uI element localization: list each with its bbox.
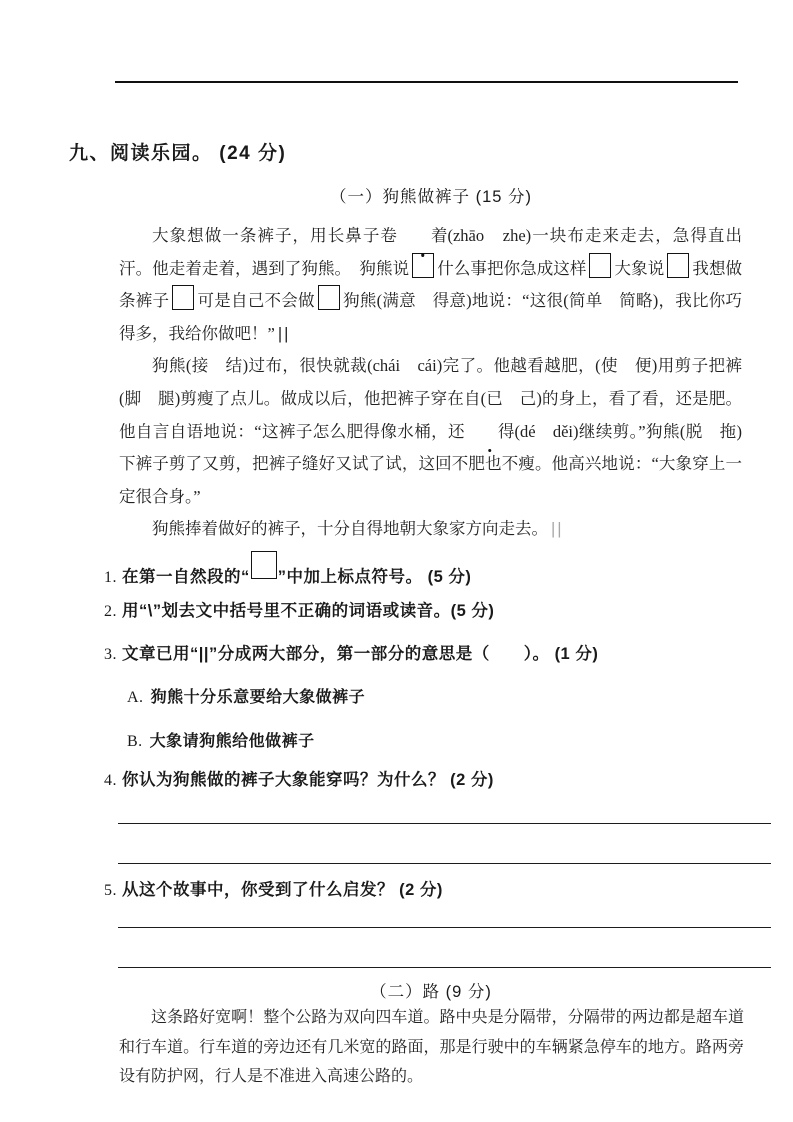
- question-3-text: [122, 645, 598, 663]
- question-4: [104, 766, 772, 790]
- text-run: 从这个故事中，你受到了什么启发？ (2 分): [122, 881, 443, 899]
- text-run: 什么事把你急成这样: [437, 258, 587, 278]
- text-run: 你认为狗熊做的裤子大象能穿吗？为什么？ (2 分): [122, 771, 494, 789]
- question-5-number: 5.: [104, 882, 117, 899]
- passage-2-paragraph-1: [119, 1003, 744, 1092]
- part2-title: （二）路 (9 分): [370, 983, 492, 1001]
- question-3-option-b: [127, 728, 315, 751]
- passage-1-paragraph-1: [119, 220, 742, 350]
- question-2-text: [122, 602, 494, 620]
- text-run: 狗熊捧着做好的裤子，十分自得地朝大象家方向走去。: [152, 519, 548, 539]
- option-a-text: 狗熊十分乐意要给大象做裤子: [150, 689, 366, 706]
- question-1: [104, 551, 772, 587]
- question-1-text: [122, 568, 471, 586]
- passage-2: [119, 1003, 744, 1092]
- option-b-text: 大象请狗熊给他做裤子: [149, 733, 315, 750]
- text-run: 狗熊(满意 得意)地说：“这很(简单 简略)，我比你巧得多，我给你做吧！”: [119, 291, 742, 343]
- emphasized-char: 得: [465, 416, 515, 449]
- question-3: [104, 640, 772, 664]
- answer-line[interactable]: [118, 967, 771, 968]
- text-run: 大象想做一条裤子，用长鼻子卷: [152, 226, 398, 245]
- answer-line[interactable]: [118, 863, 771, 864]
- text-run: ”中加上标点符号。 (5 分): [277, 568, 472, 586]
- question-2-number: 2.: [104, 603, 117, 620]
- section-heading: 九、阅读乐园。 (24 分): [69, 143, 287, 164]
- question-2: [104, 597, 772, 621]
- passage-1-paragraph-3: [119, 513, 742, 546]
- text-run: 可是自己不会做: [197, 291, 315, 311]
- text-run: (zhāo zhe)一块布走来走去，急得直出汗。他走着走着，遇到了狗熊。 狗熊说: [119, 226, 742, 278]
- answer-line[interactable]: [118, 823, 771, 824]
- top-divider-rule: [115, 81, 738, 83]
- text-run: 我想做条裤子: [119, 258, 743, 311]
- text-run: 文章已用“||”分成两大部分，第一部分的意思是（ ）。 (1 分): [122, 645, 599, 663]
- text-run: (dé děi)继续剪。”狗熊(脱 拖)下裤子剪了又剪，把裤子缝好又试了试，这回不肥也不瘦。他高兴地说：“大象穿上一定很合身。”: [119, 421, 742, 506]
- question-1-number: 1.: [104, 569, 117, 586]
- question-3-number: 3.: [104, 646, 117, 663]
- text-run: 用“\”划去文中括号里不正确的词语或读音。(5 分): [122, 602, 495, 620]
- question-4-text: [122, 771, 494, 789]
- option-b-label: B.: [127, 733, 143, 750]
- question-5-text: [122, 881, 443, 899]
- emphasized-char: 着: [398, 220, 448, 253]
- passage-1: [119, 220, 742, 546]
- punctuation-box[interactable]: [589, 253, 611, 278]
- punctuation-box[interactable]: [172, 285, 194, 310]
- text-run: 在第一自然段的“: [122, 568, 250, 586]
- answer-line[interactable]: [118, 927, 771, 928]
- punctuation-box[interactable]: [318, 285, 340, 310]
- passage-1-paragraph-2: [119, 350, 742, 513]
- text-run: 这条路好宽啊！整个公路为双向四车道。路中央是分隔带，分隔带的两边都是超车道和行车道。行车道的旁边还有几米宽的路面，那是行驶中的车辆紧急停车的地方。路两旁设有防护网，行人是不准进入高速公路的。: [119, 1009, 744, 1085]
- section-divider-mark: ||: [551, 520, 564, 539]
- text-run: 大象说: [614, 258, 665, 278]
- question-4-number: 4.: [104, 772, 117, 789]
- part1-title: （一）狗熊做裤子 (15 分): [329, 188, 532, 206]
- option-a-label: A.: [127, 689, 144, 706]
- question-5: [104, 876, 772, 900]
- question-3-option-a: [127, 684, 365, 707]
- text-run: 狗熊(接 结)过布，很快就裁(chái cái)完了。他越看越肥，(使 便)用剪子把裤(脚 腿)剪瘦了点儿。做成以后，他把裤子穿在自(已 己)的身上，看了看，还是肥。他自言自语地说：“这裤子怎么肥得像水桶，还: [119, 356, 742, 441]
- punctuation-box[interactable]: [667, 253, 689, 278]
- section-divider-mark: ||: [277, 324, 291, 343]
- punctuation-box[interactable]: [251, 551, 277, 579]
